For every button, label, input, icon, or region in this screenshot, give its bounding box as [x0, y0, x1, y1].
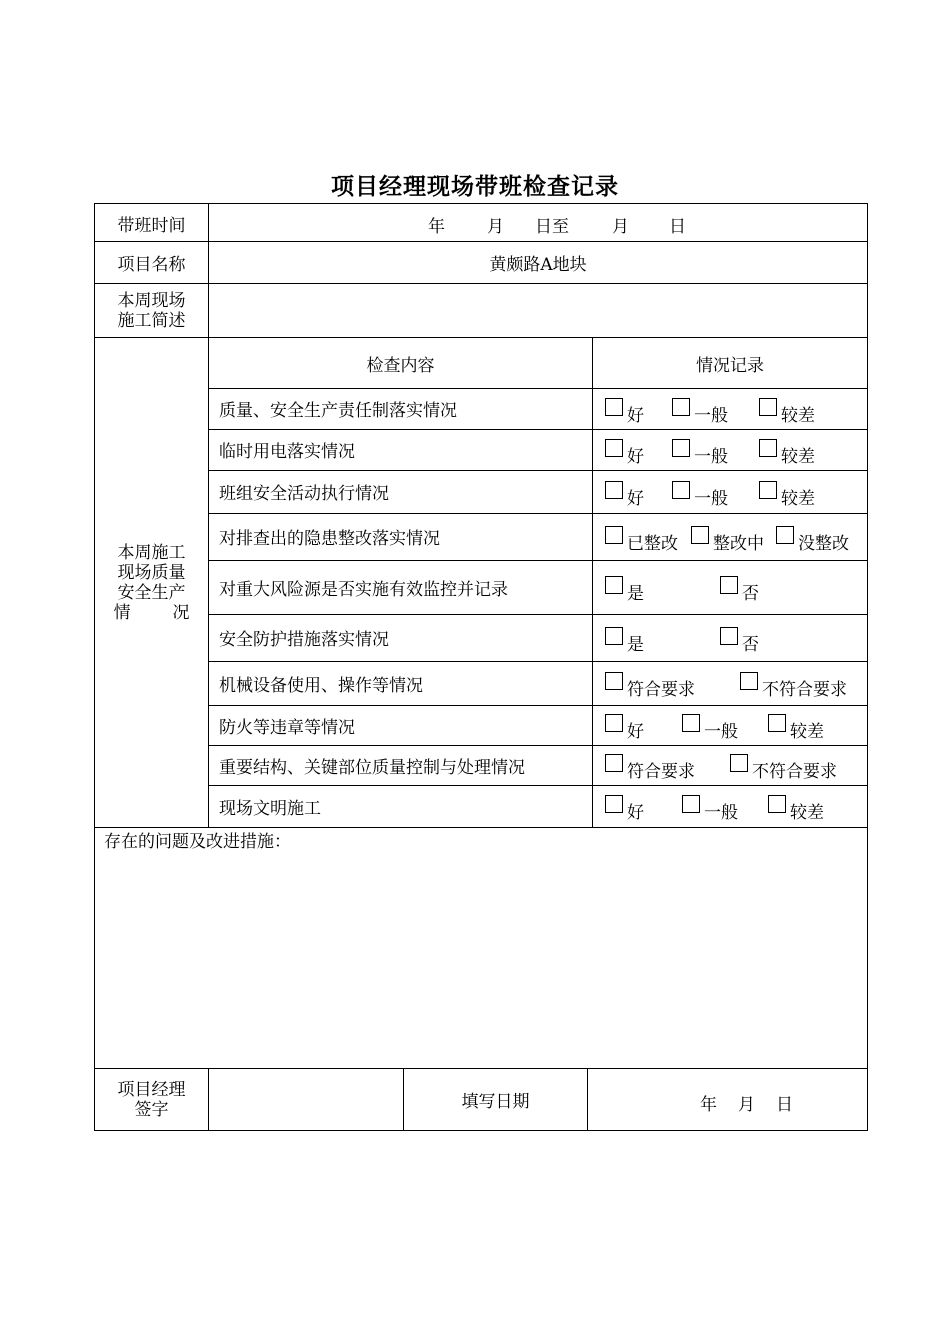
checkbox[interactable]	[605, 398, 623, 416]
check-option-label: 较差	[781, 406, 815, 426]
checkbox[interactable]	[720, 627, 738, 645]
check-option[interactable]	[605, 712, 644, 742]
date-day-to-label: 日至	[535, 217, 569, 237]
check-option-label: 符合要求	[627, 680, 695, 700]
checkbox[interactable]	[605, 795, 623, 813]
check-item-label: 质量、安全生产责任制落实情况	[219, 401, 457, 421]
check-option[interactable]	[730, 752, 837, 782]
check-option[interactable]	[605, 574, 644, 604]
project-name-label: 项目名称	[117, 255, 186, 275]
checkbox[interactable]	[605, 439, 623, 457]
check-option-label: 较差	[781, 489, 815, 509]
check-option-label: 是	[627, 635, 644, 655]
manager-sign-field[interactable]	[209, 1069, 403, 1130]
check-option-label: 没整改	[798, 534, 849, 554]
date-day2-label: 日	[669, 217, 686, 237]
checkbox[interactable]	[605, 754, 623, 772]
manager-sign-line1: 项目经理	[117, 1079, 186, 1100]
table-vline	[587, 1068, 588, 1130]
checkbox[interactable]	[720, 576, 738, 594]
table-vline	[867, 203, 868, 1131]
checks-section-label	[95, 338, 208, 827]
check-option-label: 已整改	[627, 534, 678, 554]
duty-time-label: 带班时间	[117, 215, 186, 236]
issues-label: 存在的问题及改进措施：	[104, 831, 291, 852]
checkbox[interactable]	[691, 526, 709, 544]
weekly-desc-label-line1: 本周现场	[117, 290, 186, 311]
check-option[interactable]	[691, 524, 764, 554]
check-option[interactable]	[605, 793, 644, 823]
checkbox[interactable]	[605, 526, 623, 544]
date-year-label: 年	[428, 217, 445, 237]
check-option[interactable]	[672, 396, 728, 426]
weekly-desc-label-line2: 施工简述	[117, 310, 186, 331]
issues-field[interactable]	[96, 852, 866, 1067]
checkbox[interactable]	[682, 795, 700, 813]
check-option[interactable]	[776, 524, 849, 554]
check-option[interactable]	[759, 437, 815, 467]
date-month-label: 月	[487, 217, 504, 237]
manager-sign-label	[95, 1069, 208, 1130]
check-option[interactable]	[605, 396, 644, 426]
check-option-label: 一般	[694, 489, 728, 509]
checkbox[interactable]	[730, 754, 748, 772]
check-option[interactable]	[672, 479, 728, 509]
check-option-label: 不符合要求	[762, 680, 847, 700]
checkbox[interactable]	[605, 714, 623, 732]
table-hline	[94, 1130, 868, 1131]
checkbox[interactable]	[759, 398, 777, 416]
table-vline	[592, 337, 593, 827]
check-option[interactable]	[605, 524, 678, 554]
fill-date-year: 年	[700, 1095, 717, 1115]
checkbox[interactable]	[682, 714, 700, 732]
check-option-label: 较差	[790, 722, 824, 742]
check-option[interactable]	[682, 793, 738, 823]
check-option-label: 较差	[781, 447, 815, 467]
weekly-desc-label	[95, 284, 208, 337]
checkbox[interactable]	[759, 439, 777, 457]
check-option-label: 好	[627, 447, 644, 467]
check-item-label: 现场文明施工	[219, 798, 321, 819]
project-name-value[interactable]: 黄颇路A地块	[489, 255, 587, 275]
section-label-char4: 情	[113, 602, 131, 623]
col-header-content: 检查内容	[366, 355, 435, 376]
check-item-label: 对重大风险源是否实施有效监控并记录	[219, 579, 508, 600]
section-label-line1: 本周施工	[117, 542, 186, 563]
check-item-label: 班组安全活动执行情况	[219, 484, 389, 504]
check-option-label: 整改中	[713, 534, 764, 554]
check-option[interactable]	[672, 437, 728, 467]
check-option-label: 一般	[704, 722, 738, 742]
check-item-label: 对排查出的隐患整改落实情况	[219, 529, 440, 549]
check-option[interactable]	[605, 752, 695, 782]
check-item-label: 安全防护措施落实情况	[219, 630, 389, 650]
check-option-label: 是	[627, 584, 644, 604]
check-option[interactable]	[768, 712, 824, 742]
checkbox[interactable]	[740, 672, 758, 690]
checkbox[interactable]	[672, 398, 690, 416]
section-label-char5: 况	[172, 602, 190, 623]
check-option-label: 好	[627, 489, 644, 509]
check-option[interactable]	[605, 625, 644, 655]
check-option-label: 不符合要求	[752, 762, 837, 782]
weekly-desc-field[interactable]	[209, 284, 867, 337]
col-header-record: 情况记录	[696, 355, 764, 376]
manager-sign-line2: 签字	[134, 1099, 169, 1120]
section-label-line3: 安全生产	[117, 582, 186, 603]
checkbox[interactable]	[759, 481, 777, 499]
check-option-label: 好	[627, 406, 644, 426]
check-option[interactable]	[605, 670, 695, 700]
section-label-line2: 现场质量	[117, 562, 186, 583]
checkbox[interactable]	[768, 795, 786, 813]
fill-date-label: 填写日期	[461, 1092, 530, 1112]
check-option-label: 符合要求	[627, 762, 695, 782]
check-option-label: 一般	[694, 406, 728, 426]
check-option-label: 好	[627, 722, 644, 742]
check-option[interactable]	[768, 793, 824, 823]
check-option[interactable]	[720, 574, 759, 604]
check-item-label: 机械设备使用、操作等情况	[219, 675, 423, 696]
checkbox[interactable]	[672, 481, 690, 499]
table-hline	[94, 203, 868, 204]
checkbox[interactable]	[605, 576, 623, 594]
fill-date-month: 月	[738, 1095, 755, 1115]
check-option-label: 否	[742, 635, 759, 655]
check-option[interactable]	[759, 396, 815, 426]
checkbox[interactable]	[768, 714, 786, 732]
page-title: 项目经理现场带班检查记录	[331, 174, 619, 200]
check-item-label: 临时用电落实情况	[219, 442, 355, 462]
fill-date-day: 日	[776, 1095, 793, 1115]
check-option-label: 一般	[694, 447, 728, 467]
check-option-label: 否	[742, 584, 759, 604]
check-option[interactable]	[720, 625, 759, 655]
date-month2-label: 月	[612, 217, 629, 237]
checkbox[interactable]	[605, 627, 623, 645]
check-option[interactable]	[759, 479, 815, 509]
check-option[interactable]	[605, 479, 644, 509]
check-option-label: 好	[627, 803, 644, 823]
check-item-label: 重要结构、关键部位质量控制与处理情况	[219, 757, 525, 778]
check-option[interactable]	[682, 712, 738, 742]
check-item-label: 防火等违章等情况	[219, 717, 355, 738]
checkbox[interactable]	[776, 526, 794, 544]
check-option-label: 一般	[704, 803, 738, 823]
checkbox[interactable]	[605, 481, 623, 499]
check-option[interactable]	[605, 437, 644, 467]
checkbox[interactable]	[672, 439, 690, 457]
checkbox[interactable]	[605, 672, 623, 690]
check-option[interactable]	[740, 670, 847, 700]
check-option-label: 较差	[790, 803, 824, 823]
